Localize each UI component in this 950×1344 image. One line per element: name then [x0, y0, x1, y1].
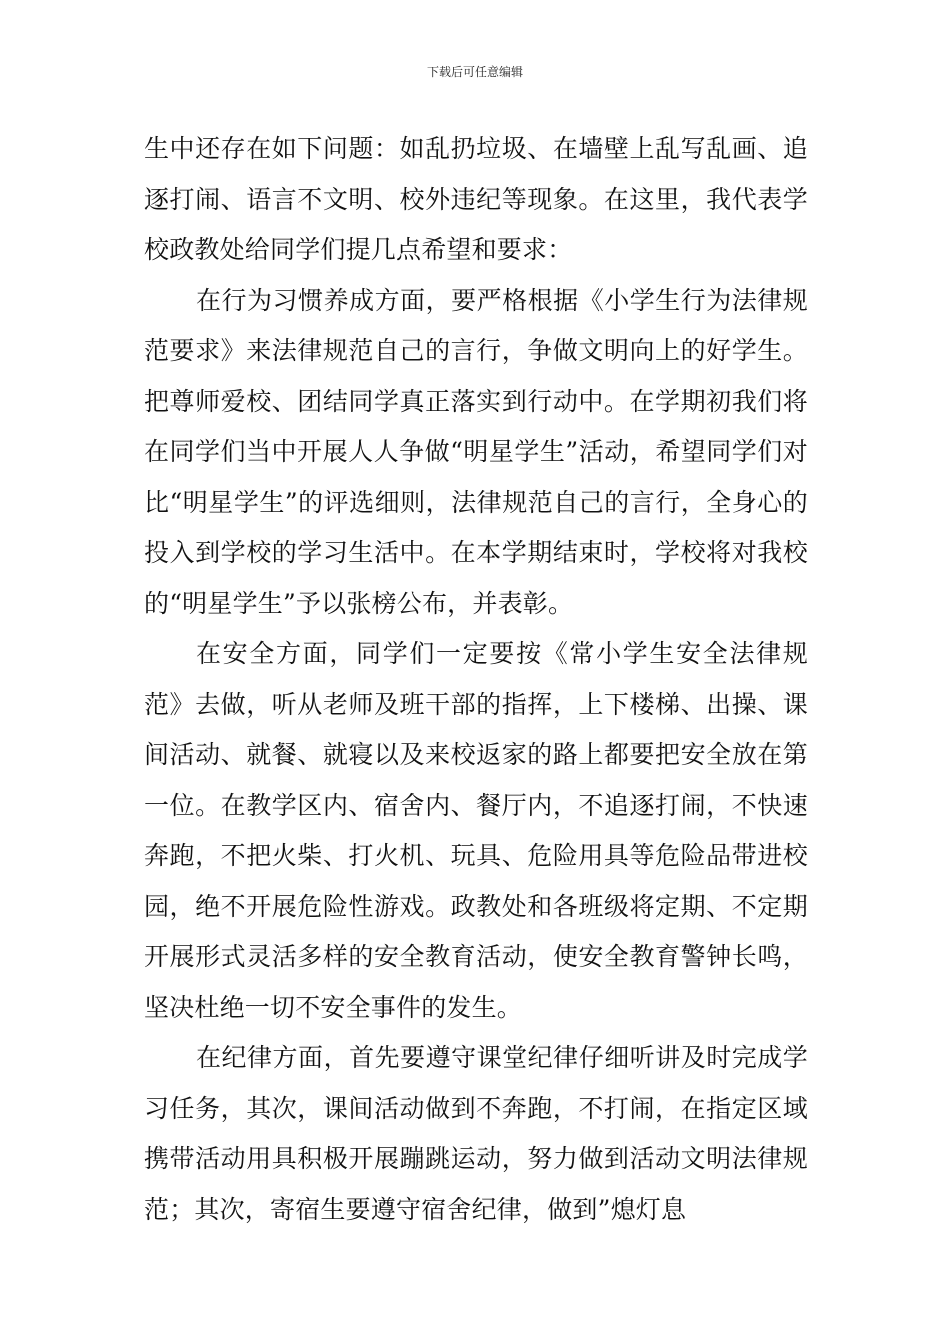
page-header: 下载后可任意编辑: [426, 65, 523, 79]
paragraph-discipline: 在纪律方面，首先要遵守课堂纪律仔细听讲及时完成学习任务，其次，课间活动做到不奔跑，不打闹，在指定区域携带活动用具积极开展蹦跳运动，努力做到活动文明法律规范；其次，寄宿生要遵守宿舍纪律，做到”熄灯息: [144, 1043, 808, 1224]
paragraph-continued: 生中还存在如下问题：如乱扔垃圾、在墙壁上乱写乱画、追逐打闹、语言不文明、校外违纪等现象。在这里，我代表学校政教处给同学们提几点希望和要求：: [144, 134, 808, 264]
document-body: [144, 124, 808, 1235]
paragraph-safety: 在安全方面，同学们一定要按《常小学生安全法律规范》去做，听从老师及班干部的指挥，上下楼梯、出操、课间活动、就餐、就寝以及来校返家的路上都要把安全放在第一位。在教学区内、宿舍内、餐厅内，不追逐打闹，不快速奔跑，不把火柴、打火机、玩具、危险用具等危险品带进校园，绝不开展危险性游戏。政教处和各班级将定期、不定期开展形式灵活多样的安全教育活动，使安全教育警钟长鸣，坚决杜绝一切不安全事件的发生。: [144, 639, 808, 1022]
paragraph-behavior-habits: 在行为习惯养成方面，要严格根据《小学生行为法律规范要求》来法律规范自己的言行，争做文明向上的好学生。把尊师爱校、团结同学真正落实到行动中。在学期初我们将在同学们当中开展人人争做“明星学生”活动，希望同学们对比“明星学生”的评选细则，法律规范自己的言行，全身心的投入到学校的学习生活中。在本学期结束时，学校将对我校的“明星学生”予以张榜公布，并表彰。: [144, 285, 808, 618]
